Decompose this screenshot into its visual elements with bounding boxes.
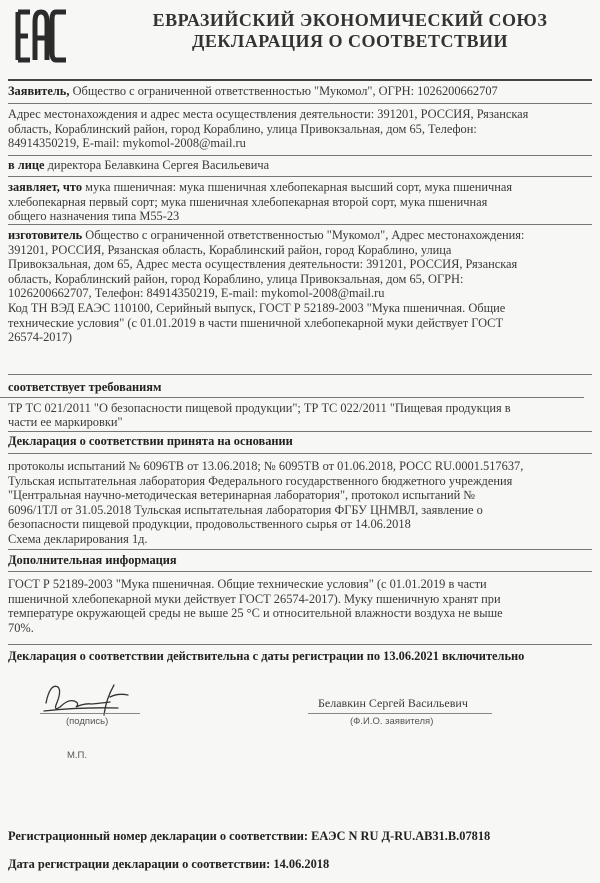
requirements-line: части ее маркировки" [8,415,123,430]
divider [8,549,592,550]
manufacturer-line: область, Кораблинский район, город Кораблино, улица Привокзальная, дом 65, ОГРН: [8,271,464,286]
manufacturer-line: 1026200662707, Телефон: 84914350219, E-mail: mykomol-2008@mail.ru [8,286,385,301]
manufacturer-line: Общество с ограниченной ответственностью "Мукомол", Адрес местонахождения: [82,228,525,242]
declares-label: заявляет, что [8,180,83,194]
additional-line: 70%. [8,620,34,635]
address-line: область, Кораблинский район, город Кораблино, улица Привокзальная, дом 65, Телефон: [8,121,477,136]
additional-line: пшеничной хлебопекарной муки действует ГОСТ 26574-2017). Муку пшеничную хранят при [8,591,501,606]
manufacturer-line: Привокзальная, дом 65, Адрес места осуществления деятельности: 391201, РОССИЯ, Рязанская [8,257,518,272]
divider [8,431,592,432]
person-block [8,158,592,173]
registration-number-value: ЕАЭС N RU Д-RU.АВ31.В.07818 [308,829,491,843]
stamp-placeholder: М.П. [67,750,88,761]
divider [8,176,592,177]
header-divider [8,79,592,81]
document-header [120,10,580,52]
product-code-line: 26574-2017) [8,330,73,345]
divider [8,103,592,104]
address-line: Адрес местонахождения и адрес места осуществления деятельности: 391201, РОССИЯ, Рязанская [8,107,529,121]
basis-text [8,459,592,547]
divider [8,224,592,225]
divider [8,571,592,572]
manufacturer-label: изготовитель [8,228,83,242]
basis-line: безопасности пищевой продукции, продовольственного сырья от 14.06.2018 [8,517,411,532]
requirements-line: ТР ТС 021/2011 "О безопасности пищевой продукции"; ТР ТС 022/2011 "Пищевая продукция в [8,400,511,415]
fio-line [308,713,492,714]
requirements-title: соответствует требованиям [8,380,162,394]
declares-line: хлебопекарная первый сорт; мука пшеничная хлебопекарная второй сорт, мука пшеничная [8,194,488,209]
address-block [8,107,592,151]
basis-title: Декларация о соответствии принята на основании [8,434,293,448]
divider [8,644,592,645]
divider [8,453,592,454]
header-union-title: ЕВРАЗИЙСКИЙ ЭКОНОМИЧЕСКИЙ СОЮЗ [152,10,548,30]
person-label: в лице [8,158,45,172]
additional-block [8,553,592,568]
applicant-label: Заявитель, [8,84,70,98]
basis-block [8,434,592,449]
person-text: директора Белавкина Сергея Васильевича [44,158,270,172]
applicant-text: Общество с ограниченной ответственностью "Мукомол", ОГРН: 1026200662707 [69,84,498,98]
eac-logo [14,8,70,64]
registration-date-label: Дата регистрации декларации о соответствии: [8,857,271,871]
basis-line: протоколы испытаний № 6096ТВ от 13.06.2018; № 6095ТВ от 01.06.2018, РОСС RU.0001.517637, [8,459,524,473]
product-code-line: технические условия" (с 01.01.2019 в части пшеничной хлебопекарной муки действует ГОСТ [8,315,504,330]
address-line: 84914350219, E-mail: mykomol-2008@mail.ru [8,136,246,151]
signature-caption: (подпись) [66,716,109,727]
registration-date [8,857,592,872]
additional-line: температуре окружающей среды не выше 25 °С и относительной влажности воздуха не выше [8,606,503,621]
additional-title: Дополнительная информация [8,553,177,567]
divider [8,374,592,375]
applicant-block [8,84,592,99]
product-code-line: Код ТН ВЭД ЕАЭС 110100, Серийный выпуск, ГОСТ Р 52189-2003 "Мука пшеничная. Общие [8,300,506,315]
declares-line: мука пшеничная: мука пшеничная хлебопекарная высший сорт, мука пшеничная [82,180,513,194]
manufacturer-line: 391201, РОССИЯ, Рязанская область, Кораблинский район, город Кораблино, улица [8,242,452,257]
signature-line [40,713,140,714]
additional-line: ГОСТ Р 52189-2003 "Мука пшеничная. Общие технические условия" (с 01.01.2019 в части [8,577,487,591]
divider [8,155,592,156]
declares-block [8,180,592,224]
divider [0,397,584,398]
fio-caption: (Ф.И.О. заявителя) [350,716,434,727]
basis-line: Схема декларирования 1д. [8,531,148,546]
manufacturer-block [8,228,592,345]
header-declaration-title: ДЕКЛАРАЦИЯ О СООТВЕТСТВИИ [191,31,509,51]
declares-line: общего назначения типа М55-23 [8,209,180,224]
registration-number [8,829,592,844]
basis-line: Тульская испытательная лаборатория Федерального государственного бюджетного учреждения [8,473,513,488]
basis-line: "Центральная научно-методическая ветеринарная лаборатория", протокол испытаний № [8,488,476,503]
signatory-name: Белавкин Сергей Васильевич [318,696,468,710]
requirements-block [8,380,592,430]
validity-statement: Декларация о соответствии действительна с даты регистрации по 13.06.2021 включительно [8,649,525,663]
registration-number-label: Регистрационный номер декларации о соответствии: [8,829,309,843]
additional-text [8,577,592,635]
registration-date-value: 14.06.2018 [270,857,330,871]
basis-line: 6096/1ТЛ от 31.05.2018 Тульская испытательная лаборатория ФГБУ ЦНМВЛ, заявление о [8,502,483,517]
